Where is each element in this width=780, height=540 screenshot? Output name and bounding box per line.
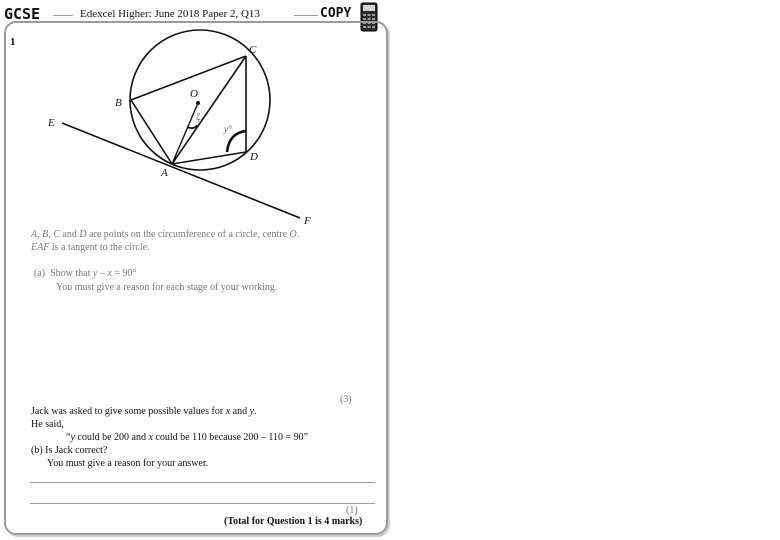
part-a-reason: You must give a reason for each stage of your working. <box>56 282 278 293</box>
intro-rest: are points on the circumference of a circle, centre <box>86 229 290 240</box>
question-number: 1 <box>10 36 16 48</box>
part-a-eq: = 90° <box>111 268 137 279</box>
label-b: B <box>115 97 122 109</box>
label-a: A <box>161 167 168 179</box>
quote-x: x <box>148 432 153 443</box>
jack-line <box>31 406 257 417</box>
quote-rest: could be 110 because 200 – 110 = 90” <box>152 432 309 443</box>
part-a-marks: (3) <box>340 394 352 405</box>
part-b-marks: (1) <box>346 505 358 516</box>
jack-pre: Jack was asked to give some possible values for <box>31 406 226 417</box>
label-y-angle: y° <box>224 124 232 134</box>
jack-quote <box>66 432 308 443</box>
jack-y: y <box>249 406 255 417</box>
part-b-label: (b) Is Jack correct? <box>31 445 108 456</box>
label-f: F <box>304 215 311 227</box>
jack-and: and <box>230 406 250 417</box>
part-a-y: y <box>92 268 98 279</box>
label-c: C <box>249 44 257 56</box>
part-b-reason: You must give a reason for your answer. <box>47 458 209 469</box>
intro-line-1 <box>31 229 299 240</box>
chord-ad <box>172 152 246 164</box>
intro-sep-1: , <box>37 229 43 240</box>
chord-bc <box>131 56 246 100</box>
answer-line-2[interactable] <box>30 503 375 504</box>
centre-point-o <box>196 101 200 105</box>
chord-ac <box>172 56 246 164</box>
intro-line-2 <box>31 242 150 253</box>
intro-eaf: EAF <box>31 242 50 253</box>
label-e: E <box>48 117 55 129</box>
he-said: He said, <box>31 419 64 430</box>
intro-a: A <box>31 229 38 240</box>
copy-label: COPY <box>320 6 352 21</box>
part-a-minus: – <box>97 268 108 279</box>
header-title: Edexcel Higher: June 2018 Paper 2, Q13 <box>80 8 260 20</box>
part-a-prompt: Show that <box>50 268 93 279</box>
radius-oa <box>172 103 198 164</box>
intro-c: C <box>53 229 60 240</box>
label-x-angle: x° <box>192 111 205 124</box>
intro-and: and <box>59 229 80 240</box>
answer-line-1[interactable] <box>30 482 375 483</box>
intro-end: . <box>296 229 300 240</box>
intro-b: B <box>42 229 49 240</box>
intro-sep-2: , <box>48 229 54 240</box>
quote-mid: could be 200 and <box>74 432 149 443</box>
part-a-prompt-line <box>34 268 136 279</box>
gcse-brand: GCSE <box>4 5 41 23</box>
jack-x: x <box>225 406 231 417</box>
part-a-label: (a) <box>34 268 46 279</box>
jack-end: . <box>254 406 257 417</box>
intro-d: D <box>79 229 87 240</box>
tangent-line-eaf <box>62 123 300 218</box>
label-d: D <box>250 151 258 163</box>
total-marks: (Total for Question 1 is 4 marks) <box>224 516 363 527</box>
quote-y: y <box>70 432 75 443</box>
quote-open: “ <box>66 432 71 443</box>
intro-o: O <box>289 229 297 240</box>
circle-theorem-diagram <box>0 0 390 235</box>
part-a-x: x <box>107 268 112 279</box>
intro-line-2-rest: is a tangent to the circle. <box>49 242 150 253</box>
angle-arc-y <box>227 131 246 152</box>
label-o: O <box>190 88 198 100</box>
